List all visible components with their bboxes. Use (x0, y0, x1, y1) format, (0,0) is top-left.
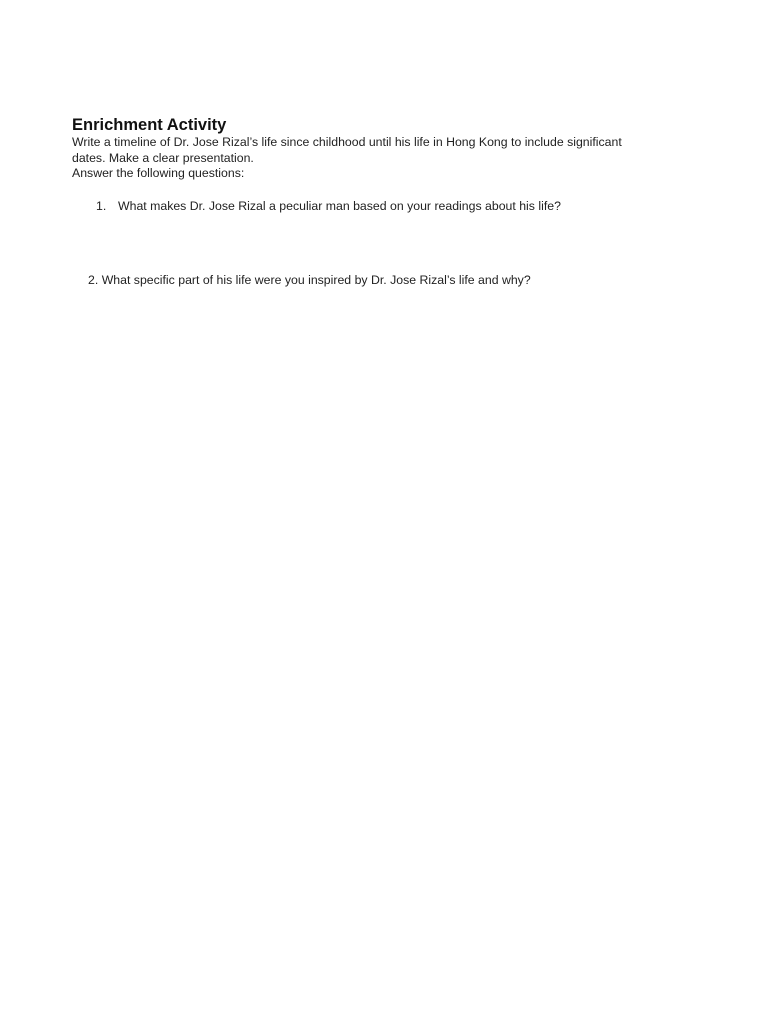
activity-heading: Enrichment Activity (72, 116, 227, 134)
question-number: 1. (96, 199, 107, 213)
instruction-line: dates. Make a clear presentation. (72, 150, 254, 165)
question-number: 2. (88, 273, 99, 287)
activity-section (72, 115, 712, 182)
instruction-line: Write a timeline of Dr. Jose Rizal’s life since childhood until his life in Hong Kong to include significant (72, 135, 622, 149)
question-1 (96, 199, 561, 215)
question-2 (88, 273, 531, 289)
instruction-line: Answer the following questions: (72, 166, 245, 180)
question-text: What makes Dr. Jose Rizal a peculiar man based on your readings about his life? (118, 199, 561, 213)
question-text: What specific part of his life were you inspired by Dr. Jose Rizal’s life and why? (101, 273, 531, 287)
